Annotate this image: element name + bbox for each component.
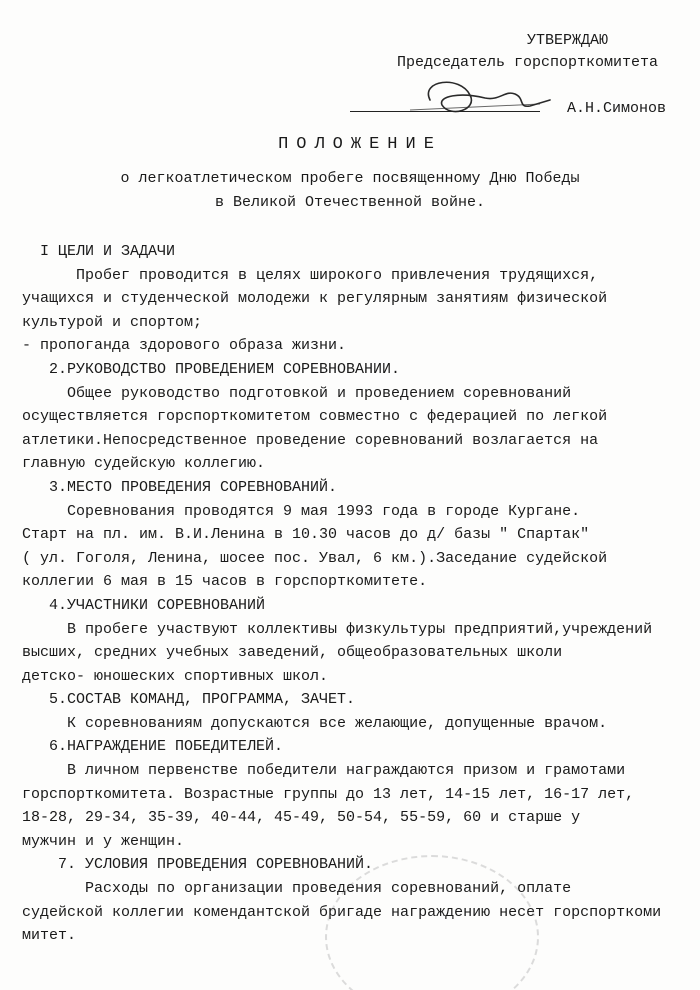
document-subtitle [40,167,660,215]
body-line: ( ул. Гоголя, Ленина, шосее пос. Увал, 6 км.).Заседание судейской [22,549,608,567]
body-line: высших, средних учебных заведений, общеобразовательных школи [22,644,563,662]
body-line: главную судейскую коллегию. [22,455,266,473]
body-line: митет. [22,927,77,945]
body-line: атлетики.Непосредственное проведение соревнований возлагается на [22,431,599,449]
body-line: культурой и спортом; [22,313,203,331]
body-line: Расходы по организации проведения соревнований, оплате [22,880,572,898]
section-heading: 2.РУКОВОДСТВО ПРОВЕДЕНИЕМ СОРЕВНОВАНИИ. [22,360,401,378]
body-line: 18-28, 29-34, 35-39, 40-44, 45-49, 50-54, 55-59, 60 и старше у [22,809,581,827]
body-line: осуществляется горспорткомитетом совместно с федерацией по легкой [22,408,608,426]
document-body [22,240,682,948]
approval-block [360,30,666,118]
body-line: мужчин и у женщин. [22,832,185,850]
signature-line [350,111,540,112]
body-line: горспорткомитета. Возрастные группы до 13 лет, 14-15 лет, 16-17 лет, [22,785,635,803]
section-heading: 6.НАГРАЖДЕНИЕ ПОБЕДИТЕЛЕЙ. [22,738,284,756]
subtitle-line: о легкоатлетическом пробеге посвященному Дню Победы [120,170,580,187]
body-line: В личном первенстве победители награждаются призом и грамотами [22,762,626,780]
body-line: Общее руководство подготовкой и проведением соревнований [22,384,572,402]
handwritten-signature [390,70,560,130]
approver-name: А.Н.Симонов [566,100,666,117]
section-heading: 7. УСЛОВИЯ ПРОВЕДЕНИЯ СОРЕВНОВАНИЙ. [22,856,374,874]
signature-row [360,78,666,118]
body-line: Пробег проводится в целях широкого привлечения трудящихся, [22,266,599,284]
body-line: судейской коллегии комендантской бригаде награждению несет горспорткоми [22,903,662,921]
body-line: К соревнованиям допускаются все желающие, допущенные врачом. [22,714,608,732]
subtitle-line: в Великой Отечественной войне. [214,194,486,211]
approver-title: Председатель горспорткомитета [396,54,658,71]
body-line: учащихся и студенческой молодежи к регулярным занятиям физической [22,290,608,308]
document-title: ПОЛОЖЕНИЕ [278,135,442,154]
section-heading: 4.УЧАСТНИКИ СОРЕВНОВАНИЙ [22,596,266,614]
approve-word: УТВЕРЖДАЮ [526,32,608,49]
body-line: - пропоганда здорового образа жизни. [22,337,347,355]
body-line: Старт на пл. им. В.И.Ленина в 10.30 часов до д/ базы " Спартак" [22,526,590,544]
body-line: коллегии 6 мая в 15 часов в горспорткомитете. [22,573,428,591]
body-line: Соревнования проводятся 9 мая 1993 года в городе Кургане. [22,502,581,520]
body-line: В пробеге участвуют коллективы физкультуры предприятий,учреждений [22,620,653,638]
section-heading: 3.МЕСТО ПРОВЕДЕНИЯ СОРЕВНОВАНИЙ. [22,478,338,496]
body-line: детско- юношеских спортивных школ. [22,667,329,685]
section-heading: 5.СОСТАВ КОМАНД, ПРОГРАММА, ЗАЧЕТ. [22,691,356,709]
section-heading: I ЦЕЛИ И ЗАДАЧИ [22,243,176,260]
